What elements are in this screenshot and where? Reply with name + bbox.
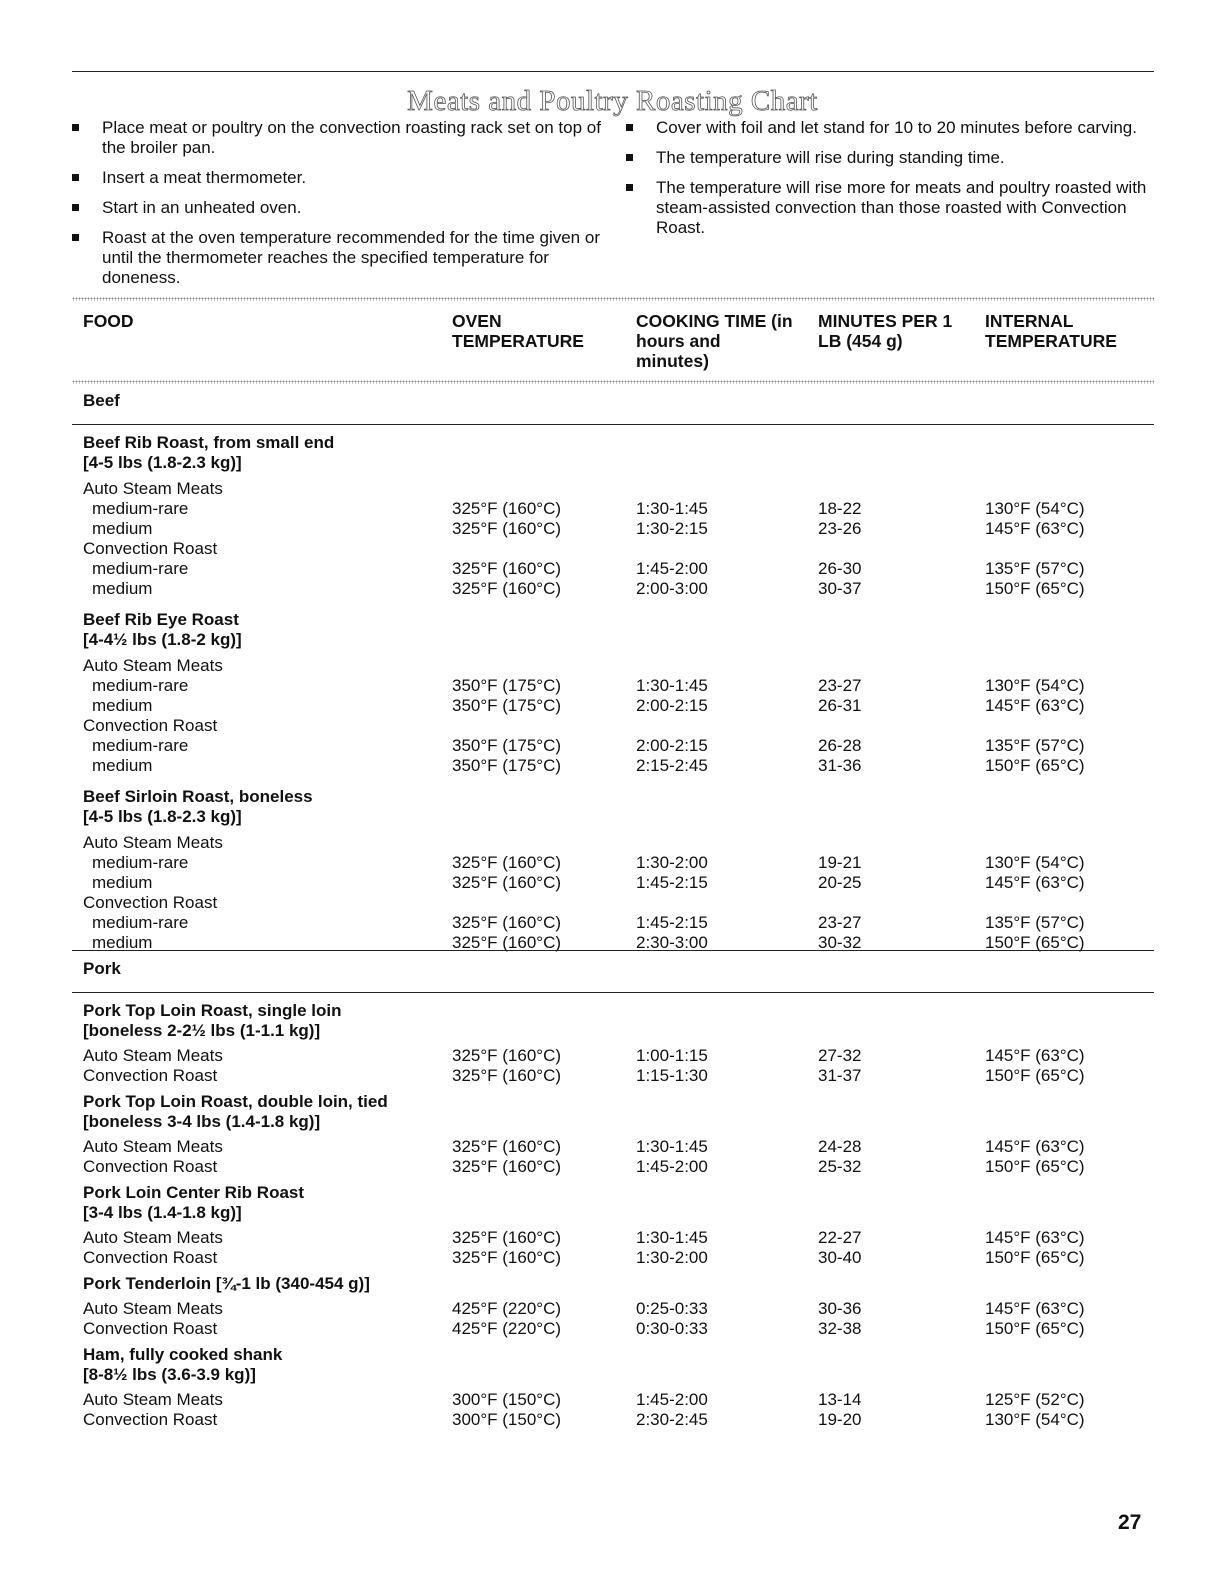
cooking-time: 1:45-2:15 — [636, 913, 708, 932]
method-row — [0, 479, 1225, 499]
internal-temperature: 130°F (54°C) — [985, 499, 1085, 518]
table-row — [0, 696, 1225, 716]
page-number: 27 — [1118, 1511, 1142, 1534]
table-row — [0, 1319, 1225, 1339]
method-name: Convection Roast — [83, 1248, 218, 1267]
food-row — [0, 1021, 1225, 1041]
internal-temperature: 145°F (63°C) — [985, 696, 1085, 715]
food-row — [0, 1092, 1225, 1112]
oven-temperature: 425°F (220°C) — [452, 1319, 562, 1338]
header-oven-temperature: OVEN TEMPERATURE — [452, 311, 584, 351]
bullet-text: Roast at the oven temperature recommended for the time given or until the thermometer reaches the specified temperature for doneness. — [102, 228, 600, 287]
cooking-time: 2:00-3:00 — [636, 579, 708, 598]
bullet-item — [626, 178, 1156, 238]
oven-temperature: 350°F (175°C) — [452, 676, 562, 695]
doneness: medium-rare — [92, 559, 189, 578]
food-name: Beef Rib Roast, from small end — [83, 433, 335, 452]
section-divider — [72, 992, 1154, 993]
method-row — [0, 716, 1225, 736]
table-row — [0, 853, 1225, 873]
doneness: medium-rare — [92, 736, 189, 755]
internal-temperature: 145°F (63°C) — [985, 519, 1085, 538]
table-row — [0, 1410, 1225, 1430]
doneness: medium — [92, 756, 153, 775]
bullet-item — [72, 168, 602, 188]
oven-temperature: 325°F (160°C) — [452, 1066, 562, 1085]
bullet-icon — [72, 124, 79, 131]
cooking-time: 2:00-2:15 — [636, 696, 708, 715]
method-name: Convection Roast — [83, 1066, 218, 1085]
header-food: FOOD — [83, 311, 134, 331]
food-row — [0, 453, 1225, 473]
minutes-per-lb: 24-28 — [818, 1137, 862, 1156]
doneness: medium — [92, 519, 153, 538]
table-row — [0, 1157, 1225, 1177]
cooking-time: 1:30-1:45 — [636, 499, 708, 518]
doneness: medium — [92, 696, 153, 715]
food-row — [0, 1183, 1225, 1203]
top-rule — [72, 71, 1154, 72]
minutes-per-lb: 19-21 — [818, 853, 862, 872]
cooking-time: 2:00-2:15 — [636, 736, 708, 755]
food-row — [0, 1365, 1225, 1385]
doneness: medium-rare — [92, 499, 189, 518]
food-weight: [boneless 2-2½ lbs (1-1.1 kg)] — [83, 1021, 321, 1040]
table-row — [0, 1299, 1225, 1319]
method-name: Auto Steam Meats — [83, 1046, 223, 1065]
minutes-per-lb: 30-36 — [818, 1299, 862, 1318]
oven-temperature: 325°F (160°C) — [452, 913, 562, 932]
bullet-icon — [72, 204, 79, 211]
internal-temperature: 150°F (65°C) — [985, 1319, 1085, 1338]
food-weight: [4-5 lbs (1.8-2.3 kg)] — [83, 807, 242, 826]
cooking-time: 2:30-2:45 — [636, 1410, 708, 1429]
oven-temperature: 325°F (160°C) — [452, 579, 562, 598]
cooking-time: 1:30-1:45 — [636, 1137, 708, 1156]
internal-temperature: 145°F (63°C) — [985, 1299, 1085, 1318]
bullet-text: Place meat or poultry on the convection roasting rack set on top of the broiler pan. — [102, 118, 601, 157]
internal-temperature: 150°F (65°C) — [985, 756, 1085, 775]
bullet-text: Cover with foil and let stand for 10 to 20 minutes before carving. — [656, 118, 1137, 137]
food-name: Pork Loin Center Rib Roast — [83, 1183, 305, 1202]
minutes-per-lb: 23-27 — [818, 913, 862, 932]
doneness: medium-rare — [92, 913, 189, 932]
bullet-icon — [72, 234, 79, 241]
table-row — [0, 756, 1225, 776]
minutes-per-lb: 26-28 — [818, 736, 862, 755]
oven-temperature: 325°F (160°C) — [452, 1046, 562, 1065]
food-name: Pork Top Loin Roast, single loin — [83, 1001, 342, 1020]
header-bottom-divider — [72, 380, 1154, 384]
internal-temperature: 145°F (63°C) — [985, 873, 1085, 892]
method-name: Convection Roast — [83, 1157, 218, 1176]
cooking-time: 0:30-0:33 — [636, 1319, 708, 1338]
oven-temperature: 325°F (160°C) — [452, 499, 562, 518]
method-name: Auto Steam Meats — [83, 1390, 223, 1409]
internal-temperature: 135°F (57°C) — [985, 559, 1085, 578]
oven-temperature: 350°F (175°C) — [452, 696, 562, 715]
header-cooking-time: COOKING TIME (in hours and minutes) — [636, 311, 793, 371]
food-row — [0, 1001, 1225, 1021]
doneness: medium — [92, 933, 153, 952]
method-row — [0, 833, 1225, 853]
food-row — [0, 433, 1225, 453]
food-weight: [3-4 lbs (1.4-1.8 kg)] — [83, 1203, 242, 1222]
minutes-per-lb: 18-22 — [818, 499, 862, 518]
internal-temperature: 145°F (63°C) — [985, 1137, 1085, 1156]
table-row — [0, 676, 1225, 696]
cooking-time: 1:45-2:00 — [636, 1390, 708, 1409]
method-row — [0, 539, 1225, 559]
method-name: Auto Steam Meats — [83, 1228, 223, 1247]
food-weight: [4-5 lbs (1.8-2.3 kg)] — [83, 453, 242, 472]
method-name: Convection Roast — [83, 539, 218, 558]
internal-temperature: 150°F (65°C) — [985, 1157, 1085, 1176]
table-row — [0, 913, 1225, 933]
oven-temperature: 325°F (160°C) — [452, 873, 562, 892]
food-row — [0, 1345, 1225, 1365]
minutes-per-lb: 23-26 — [818, 519, 862, 538]
food-name: Beef Sirloin Roast, boneless — [83, 787, 313, 806]
internal-temperature: 145°F (63°C) — [985, 1228, 1085, 1247]
cooking-time: 2:15-2:45 — [636, 756, 708, 775]
food-row — [0, 630, 1225, 650]
doneness: medium-rare — [92, 676, 189, 695]
minutes-per-lb: 31-36 — [818, 756, 862, 775]
section-title: Pork — [83, 959, 121, 978]
bullet-text: Start in an unheated oven. — [102, 198, 302, 217]
method-name: Auto Steam Meats — [83, 479, 223, 498]
doneness: medium — [92, 873, 153, 892]
oven-temperature: 325°F (160°C) — [452, 519, 562, 538]
internal-temperature: 150°F (65°C) — [985, 1248, 1085, 1267]
bullet-icon — [626, 154, 633, 161]
section-title: Beef — [83, 391, 120, 410]
method-name: Auto Steam Meats — [83, 1299, 223, 1318]
oven-temperature: 425°F (220°C) — [452, 1299, 562, 1318]
food-row — [0, 1112, 1225, 1132]
food-name: Pork Top Loin Roast, double loin, tied — [83, 1092, 388, 1111]
section-row — [0, 959, 1225, 979]
internal-temperature: 150°F (65°C) — [985, 1066, 1085, 1085]
cooking-time: 1:30-2:00 — [636, 853, 708, 872]
minutes-per-lb: 30-32 — [818, 933, 862, 952]
oven-temperature: 300°F (150°C) — [452, 1390, 562, 1409]
food-name: Ham, fully cooked shank — [83, 1345, 283, 1364]
minutes-per-lb: 23-27 — [818, 676, 862, 695]
page-title: Meats and Poultry Roasting Chart — [407, 85, 818, 117]
oven-temperature: 325°F (160°C) — [452, 1157, 562, 1176]
table-row — [0, 1137, 1225, 1157]
food-weight: [8-8½ lbs (3.6-3.9 kg)] — [83, 1365, 256, 1384]
method-row — [0, 893, 1225, 913]
doneness: medium — [92, 579, 153, 598]
table-row — [0, 579, 1225, 599]
cooking-time: 1:45-2:15 — [636, 873, 708, 892]
cooking-time: 1:45-2:00 — [636, 559, 708, 578]
minutes-per-lb: 30-37 — [818, 579, 862, 598]
cooking-time: 1:15-1:30 — [636, 1066, 708, 1085]
table-row — [0, 873, 1225, 893]
internal-temperature: 135°F (57°C) — [985, 736, 1085, 755]
bullet-icon — [626, 184, 633, 191]
food-name: Beef Rib Eye Roast — [83, 610, 239, 629]
oven-temperature: 325°F (160°C) — [452, 933, 562, 952]
internal-temperature: 130°F (54°C) — [985, 676, 1085, 695]
minutes-per-lb: 26-30 — [818, 559, 862, 578]
method-name: Convection Roast — [83, 1410, 218, 1429]
method-name: Auto Steam Meats — [83, 656, 223, 675]
bullet-icon — [626, 124, 633, 131]
method-name: Auto Steam Meats — [83, 1137, 223, 1156]
cooking-time: 0:25-0:33 — [636, 1299, 708, 1318]
oven-temperature: 325°F (160°C) — [452, 1248, 562, 1267]
minutes-per-lb: 31-37 — [818, 1066, 862, 1085]
header-top-divider — [72, 297, 1154, 301]
bullet-icon — [72, 174, 79, 181]
method-name: Convection Roast — [83, 1319, 218, 1338]
table-row — [0, 1228, 1225, 1248]
internal-temperature: 150°F (65°C) — [985, 933, 1085, 952]
minutes-per-lb: 27-32 — [818, 1046, 862, 1065]
oven-temperature: 325°F (160°C) — [452, 1137, 562, 1156]
header-internal-temperature: INTERNAL TEMPERATURE — [985, 311, 1117, 351]
method-row — [0, 656, 1225, 676]
method-name: Convection Roast — [83, 893, 218, 912]
oven-temperature: 350°F (175°C) — [452, 756, 562, 775]
bullet-item — [72, 118, 602, 158]
method-name: Auto Steam Meats — [83, 833, 223, 852]
cooking-time: 1:30-2:15 — [636, 519, 708, 538]
table-row — [0, 1248, 1225, 1268]
minutes-per-lb: 32-38 — [818, 1319, 862, 1338]
table-row — [0, 736, 1225, 756]
table-row — [0, 499, 1225, 519]
cooking-time: 1:30-1:45 — [636, 1228, 708, 1247]
header-minutes-per-lb: MINUTES PER 1 LB (454 g) — [818, 311, 953, 351]
internal-temperature: 125°F (52°C) — [985, 1390, 1085, 1409]
internal-temperature: 130°F (54°C) — [985, 1410, 1085, 1429]
food-row — [0, 787, 1225, 807]
cooking-time: 1:45-2:00 — [636, 1157, 708, 1176]
table-row — [0, 519, 1225, 539]
minutes-per-lb: 13-14 — [818, 1390, 862, 1409]
minutes-per-lb: 25-32 — [818, 1157, 862, 1176]
instructions-right — [626, 118, 1156, 248]
instructions-left — [72, 118, 602, 298]
food-row — [0, 807, 1225, 827]
internal-temperature: 145°F (63°C) — [985, 1046, 1085, 1065]
minutes-per-lb: 22-27 — [818, 1228, 862, 1247]
oven-temperature: 350°F (175°C) — [452, 736, 562, 755]
food-name: Pork Tenderloin [¾-1 lb (340-454 g)] — [83, 1274, 370, 1293]
food-row — [0, 1274, 1225, 1294]
table-row — [0, 1390, 1225, 1410]
internal-temperature: 135°F (57°C) — [985, 913, 1085, 932]
table-row — [0, 1066, 1225, 1086]
bullet-item — [626, 148, 1156, 168]
food-weight: [boneless 3-4 lbs (1.4-1.8 kg)] — [83, 1112, 321, 1131]
bullet-item — [72, 228, 602, 288]
bullet-text: The temperature will rise more for meats and poultry roasted with steam-assisted convection than those roasted with Convection Roast. — [656, 178, 1147, 237]
bullet-item — [626, 118, 1156, 138]
bullet-text: The temperature will rise during standing time. — [656, 148, 1005, 167]
section-row — [0, 391, 1225, 411]
minutes-per-lb: 30-40 — [818, 1248, 862, 1267]
food-row — [0, 610, 1225, 630]
food-row — [0, 1203, 1225, 1223]
internal-temperature: 150°F (65°C) — [985, 579, 1085, 598]
minutes-per-lb: 26-31 — [818, 696, 862, 715]
minutes-per-lb: 19-20 — [818, 1410, 862, 1429]
minutes-per-lb: 20-25 — [818, 873, 862, 892]
internal-temperature: 130°F (54°C) — [985, 853, 1085, 872]
cooking-time: 1:30-2:00 — [636, 1248, 708, 1267]
section-divider — [72, 424, 1154, 425]
doneness: medium-rare — [92, 853, 189, 872]
oven-temperature: 300°F (150°C) — [452, 1410, 562, 1429]
food-weight: [4-4½ lbs (1.8-2 kg)] — [83, 630, 242, 649]
bullet-text: Insert a meat thermometer. — [102, 168, 307, 187]
section-divider — [72, 950, 1154, 951]
cooking-time: 2:30-3:00 — [636, 933, 708, 952]
oven-temperature: 325°F (160°C) — [452, 559, 562, 578]
bullet-item — [72, 198, 602, 218]
oven-temperature: 325°F (160°C) — [452, 853, 562, 872]
cooking-time: 1:00-1:15 — [636, 1046, 708, 1065]
cooking-time: 1:30-1:45 — [636, 676, 708, 695]
oven-temperature: 325°F (160°C) — [452, 1228, 562, 1247]
method-name: Convection Roast — [83, 716, 218, 735]
table-row — [0, 559, 1225, 579]
table-row — [0, 1046, 1225, 1066]
